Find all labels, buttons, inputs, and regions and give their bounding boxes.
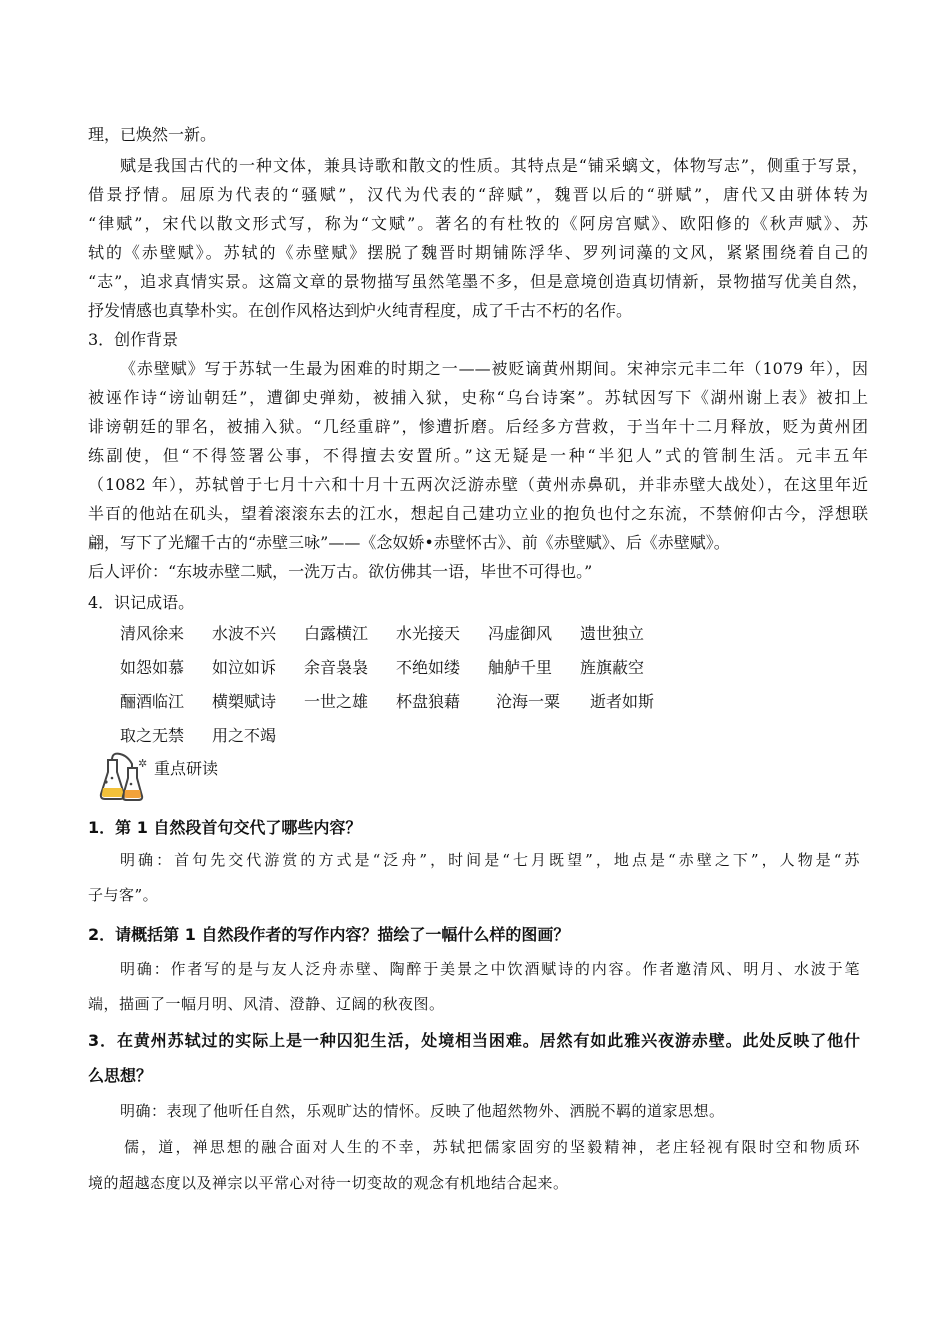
fu-paragraph-line: “志”，追求真情实景。这篇文章的景物描写虽然笔墨不多，但是意境创造真切情新，景物描写优美自然，	[88, 272, 868, 291]
intro-tail-text: 理，已焕然一新。	[88, 125, 217, 144]
idiom-item: 取之无禁	[120, 726, 185, 745]
fu-paragraph-line: 借景抒情。屈原为代表的“骚赋”，汉代为代表的“辞赋”，魏晋以后的“骈赋”，唐代又由骈体转为	[88, 185, 868, 204]
background-paragraph-line: （1082 年），苏轼曾于七月十六和十月十五两次泛游赤壁（黄州赤鼻矶，并非赤壁大战处），在这里年近	[88, 475, 868, 494]
idiom-item: 沧海一粟	[496, 692, 561, 711]
question-3: 么思想？	[88, 1066, 153, 1085]
idiom-item: 水光接天	[396, 624, 461, 643]
answer-3-line: 儒，道，禅思想的融合面对人生的不幸，苏轼把儒家固穷的坚毅精神，老庄轻视有限时空和物质环	[124, 1138, 860, 1156]
idiom-item: 如泣如诉	[212, 658, 277, 677]
answer-3-line: 明确：表现了他听任自然，乐观旷达的情怀。反映了他超然物外、洒脱不羁的道家思想。	[120, 1102, 725, 1120]
idiom-item: 杯盘狼藉	[396, 692, 461, 711]
question-2: 2．请概括第 1 自然段作者的写作内容？描绘了一幅什么样的图画？	[88, 925, 570, 944]
question-3: 3．在黄州苏轼过的实际上是一种囚犯生活，处境相当困难。居然有如此雅兴夜游赤壁。此处反映了他什	[88, 1031, 860, 1050]
fu-paragraph-line: 抒发情感也真挚朴实。在创作风格达到炉火纯青程度，成了千古不朽的名作。	[88, 301, 633, 320]
idiom-item: 不绝如缕	[396, 658, 461, 677]
answer-2-line: 端，描画了一幅月明、风清、澄静、辽阔的秋夜图。	[88, 995, 445, 1013]
answer-1-line: 子与客”。	[88, 886, 159, 904]
background-paragraph-line: 被诬作诗“谤讪朝廷”，遭御史弹劾，被捕入狱，史称“乌台诗案”。苏轼因写下《湖州谢上表》被扣上	[88, 388, 868, 407]
section-3-title: 3．创作背景	[88, 330, 179, 349]
fu-paragraph-line: 轼的《赤壁赋》。苏轼的《赤壁赋》摆脱了魏晋时期铺陈浮华、罗列词藻的文风，紧紧围绕着自己的	[88, 243, 868, 262]
idiom-item: 如怨如慕	[120, 658, 185, 677]
idiom-item: 旌旗蔽空	[580, 658, 645, 677]
background-paragraph-line: 半百的他站在矶头，望着滚滚东去的江水，想起自己建功立业的抱负也付之东流，不禁俯仰古今，浮想联	[88, 504, 868, 523]
question-1: 1．第 1 自然段首句交代了哪些内容？	[88, 818, 362, 837]
idiom-item: 用之不竭	[212, 726, 277, 745]
idiom-item: 遗世独立	[580, 624, 645, 643]
background-paragraph-line: 翩，写下了光耀千古的“赤壁三咏”——《念奴娇•赤壁怀古》、前《赤壁赋》、后《赤壁赋》。	[88, 533, 730, 552]
background-paragraph-line: 《赤壁赋》写于苏轼一生最为困难的时期之一——被贬谪黄州期间。宋神宗元丰二年（1079 年），因	[120, 359, 868, 378]
key-reading-label: 重点研读	[154, 759, 219, 778]
fu-paragraph-line: 赋是我国古代的一种文体，兼具诗歌和散文的性质。其特点是“铺采螭文，体物写志”，侧重于写景，	[120, 156, 868, 175]
idiom-item: 余音袅袅	[304, 658, 369, 677]
idiom-item: 酾酒临江	[120, 692, 185, 711]
idiom-item: 横槊赋诗	[212, 692, 277, 711]
answer-2-line: 明确：作者写的是与友人泛舟赤壁、陶醉于美景之中饮酒赋诗的内容。作者邀清风、明月、水波于笔	[120, 960, 860, 978]
idiom-item: 清风徐来	[120, 624, 185, 643]
later-comment-text: 后人评价：“东坡赤壁二赋，一洗万古。欲仿佛其一语，毕世不可得也。”	[88, 562, 593, 581]
background-paragraph-line: 练副使，但“不得签署公事，不得擅去安置所。”这无疑是一种“半犯人”式的管制生活。元丰五年	[88, 446, 868, 465]
idiom-item: 水波不兴	[212, 624, 277, 643]
idiom-item: 冯虚御风	[488, 624, 553, 643]
section-4-title: 4．识记成语。	[88, 593, 195, 612]
answer-3-line: 境的超越态度以及禅宗以平常心对待一切变故的观念有机地结合起来。	[88, 1174, 569, 1192]
sparkle-icon: ✲	[138, 757, 148, 770]
idiom-item: 白露横江	[304, 624, 369, 643]
background-paragraph-line: 诽谤朝廷的罪名，被捕入狱。“几经重辟”，惨遭折磨。后经多方营救，于当年十二月释放，贬为黄州团	[88, 417, 868, 436]
answer-1-line: 明确：首句先交代游赏的方式是“泛舟”，时间是“七月既望”，地点是“赤壁之下”，人物是“苏	[120, 851, 860, 869]
idiom-item: 一世之雄	[304, 692, 369, 711]
idiom-item: 舳舻千里	[488, 658, 553, 677]
idiom-item: 逝者如斯	[590, 692, 655, 711]
fu-paragraph-line: “律赋”，宋代以散文形式写，称为“文赋”。著名的有杜牧的《阿房宫赋》、欧阳修的《秋声赋》、苏	[88, 214, 868, 233]
